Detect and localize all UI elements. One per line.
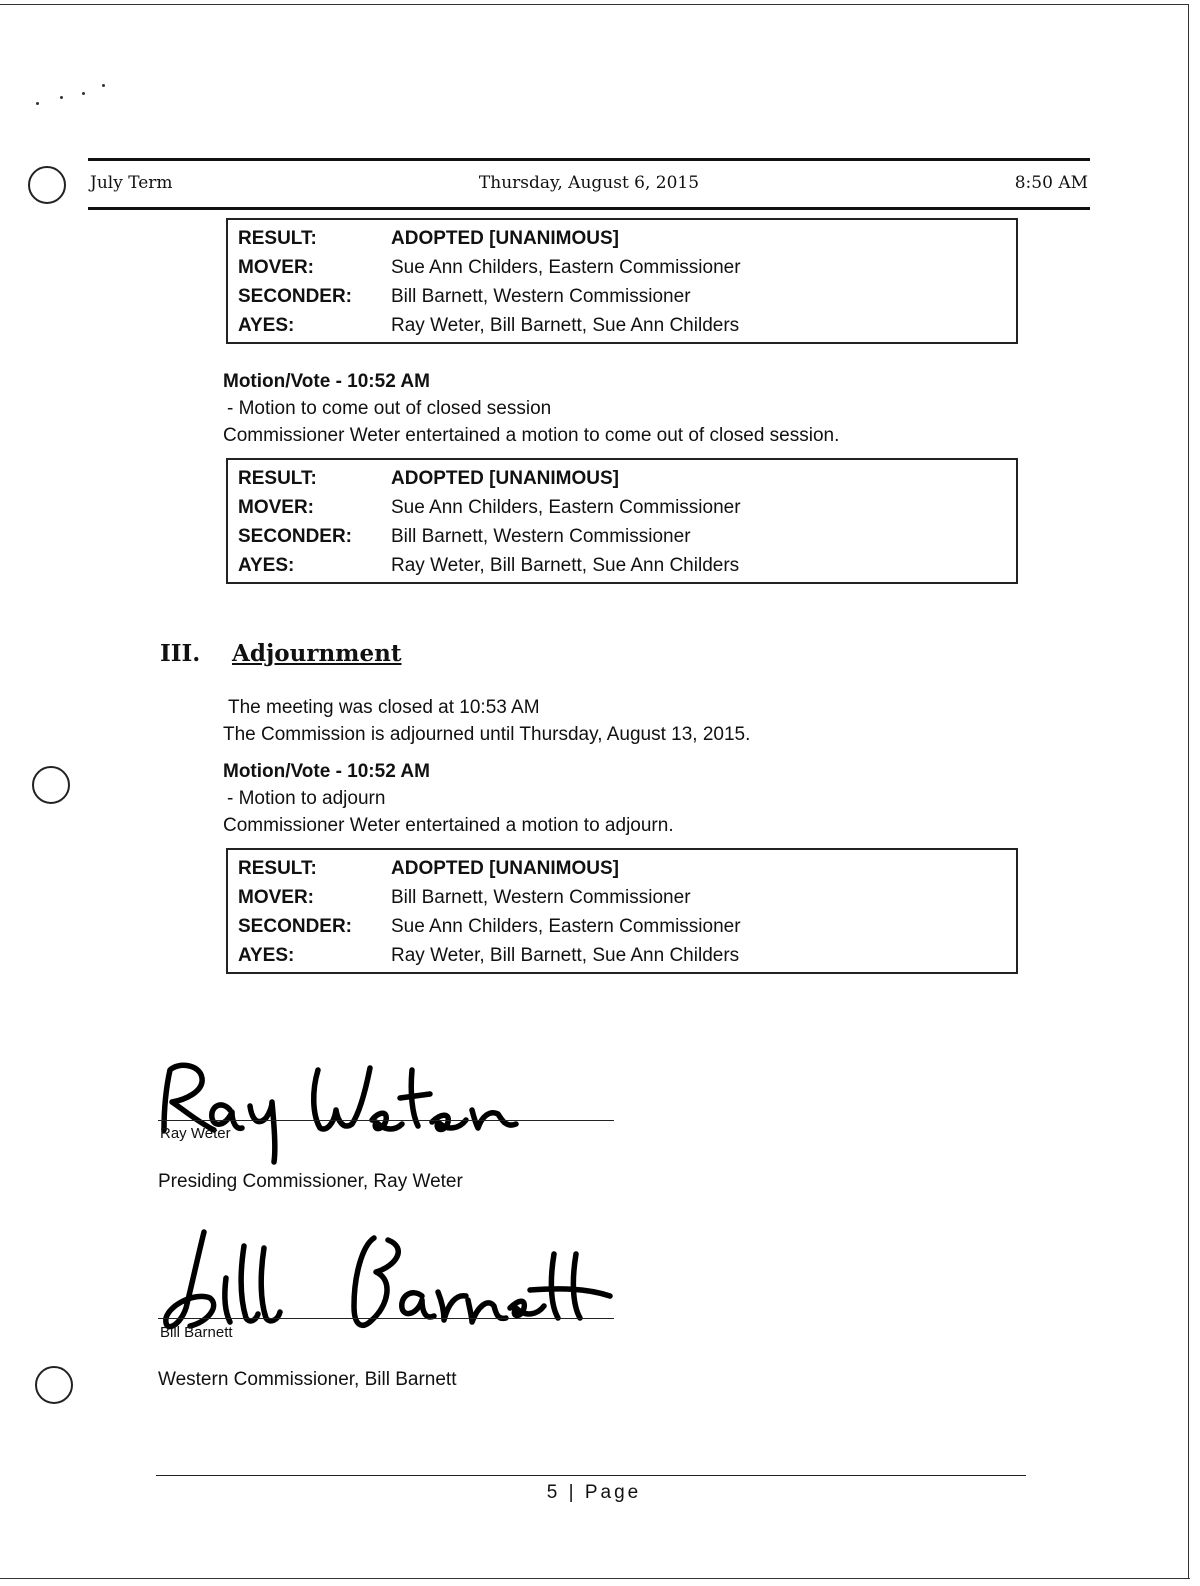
vote-row-seconder	[238, 912, 1016, 941]
vote-row-mover	[238, 493, 1016, 522]
vote-ayes: Ray Weter, Bill Barnett, Sue Ann Childers	[391, 555, 740, 576]
header-date: Thursday, August 6, 2015	[478, 173, 700, 193]
vote-ayes: Ray Weter, Bill Barnett, Sue Ann Childers	[391, 945, 740, 966]
motion-item: - Motion to come out of closed session	[227, 398, 552, 419]
motion-block	[223, 758, 674, 839]
signature-ray-weter	[150, 1040, 530, 1168]
vote-label: AYES:	[238, 555, 295, 576]
vote-row-result	[238, 854, 1016, 883]
vote-row-result	[238, 464, 1016, 493]
vote-label: AYES:	[238, 945, 295, 966]
vote-row-ayes	[238, 551, 1016, 580]
vote-label: RESULT:	[238, 228, 317, 249]
motion-text: Commissioner Weter entertained a motion to come out of closed session.	[223, 425, 840, 446]
scan-edge-top	[0, 4, 1188, 5]
page-number: 5 | Page	[546, 1482, 642, 1503]
vote-label: MOVER:	[238, 257, 314, 278]
adjournment-text	[223, 694, 750, 748]
vote-result: ADOPTED [UNANIMOUS]	[391, 468, 619, 489]
vote-label: AYES:	[238, 315, 295, 336]
vote-label: MOVER:	[238, 497, 314, 518]
motion-text: Commissioner Weter entertained a motion to adjourn.	[223, 815, 674, 836]
vote-mover: Sue Ann Childers, Eastern Commissioner	[391, 497, 741, 518]
header-time: 8:50 AM	[1014, 173, 1088, 193]
vote-table	[226, 218, 1018, 344]
footer-rule	[156, 1475, 1026, 1476]
adjournment-line: The Commission is adjourned until Thursday, August 13, 2015.	[223, 724, 751, 745]
scan-edge-right	[1188, 4, 1189, 1578]
vote-label: RESULT:	[238, 858, 317, 879]
motion-heading: Motion/Vote - 10:52 AM	[223, 761, 430, 782]
scan-edge-bottom	[0, 1578, 1190, 1579]
scan-speck	[82, 92, 85, 95]
scan-speck	[102, 84, 105, 87]
vote-result: ADOPTED [UNANIMOUS]	[391, 858, 619, 879]
vote-result: ADOPTED [UNANIMOUS]	[391, 228, 619, 249]
vote-row-mover	[238, 883, 1016, 912]
vote-row-mover	[238, 253, 1016, 282]
vote-table	[226, 458, 1018, 584]
signature-printed-name: Bill Barnett	[160, 1324, 233, 1341]
section-heading	[160, 640, 401, 667]
punch-hole-bottom	[35, 1366, 73, 1404]
signature-printed-name: Ray Weter	[160, 1125, 231, 1142]
vote-mover: Bill Barnett, Western Commissioner	[391, 887, 691, 908]
vote-label: MOVER:	[238, 887, 314, 908]
vote-row-ayes	[238, 941, 1016, 970]
section-number: III.	[160, 640, 201, 667]
adjournment-line: The meeting was closed at 10:53 AM	[228, 697, 540, 718]
vote-label: SECONDER:	[238, 916, 353, 937]
vote-mover: Sue Ann Childers, Eastern Commissioner	[391, 257, 741, 278]
motion-block	[223, 368, 839, 449]
page-header	[88, 158, 1090, 210]
vote-row-seconder	[238, 282, 1016, 311]
punch-hole-top	[28, 166, 66, 204]
section-title: Adjournment	[232, 640, 402, 667]
vote-seconder: Sue Ann Childers, Eastern Commissioner	[391, 916, 741, 937]
signature-script-text: Ray Weter	[150, 1040, 155, 1041]
signature-script-text: Bill Barnett	[150, 1226, 155, 1227]
signature-title: Presiding Commissioner, Ray Weter	[158, 1171, 463, 1192]
vote-label: SECONDER:	[238, 286, 353, 307]
vote-seconder: Bill Barnett, Western Commissioner	[391, 286, 691, 307]
signature-line	[158, 1318, 614, 1319]
vote-seconder: Bill Barnett, Western Commissioner	[391, 526, 691, 547]
vote-table	[226, 848, 1018, 974]
signature-title: Western Commissioner, Bill Barnett	[158, 1369, 457, 1390]
signature-line	[158, 1120, 614, 1121]
vote-row-ayes	[238, 311, 1016, 340]
motion-item: - Motion to adjourn	[227, 788, 386, 809]
vote-label: SECONDER:	[238, 526, 353, 547]
motion-heading: Motion/Vote - 10:52 AM	[223, 371, 430, 392]
punch-hole-middle	[32, 766, 70, 804]
vote-label: RESULT:	[238, 468, 317, 489]
vote-row-result	[238, 224, 1016, 253]
scan-speck	[36, 102, 39, 105]
scan-speck	[60, 96, 63, 99]
vote-ayes: Ray Weter, Bill Barnett, Sue Ann Childers	[391, 315, 740, 336]
header-term: July Term	[90, 173, 173, 193]
vote-row-seconder	[238, 522, 1016, 551]
